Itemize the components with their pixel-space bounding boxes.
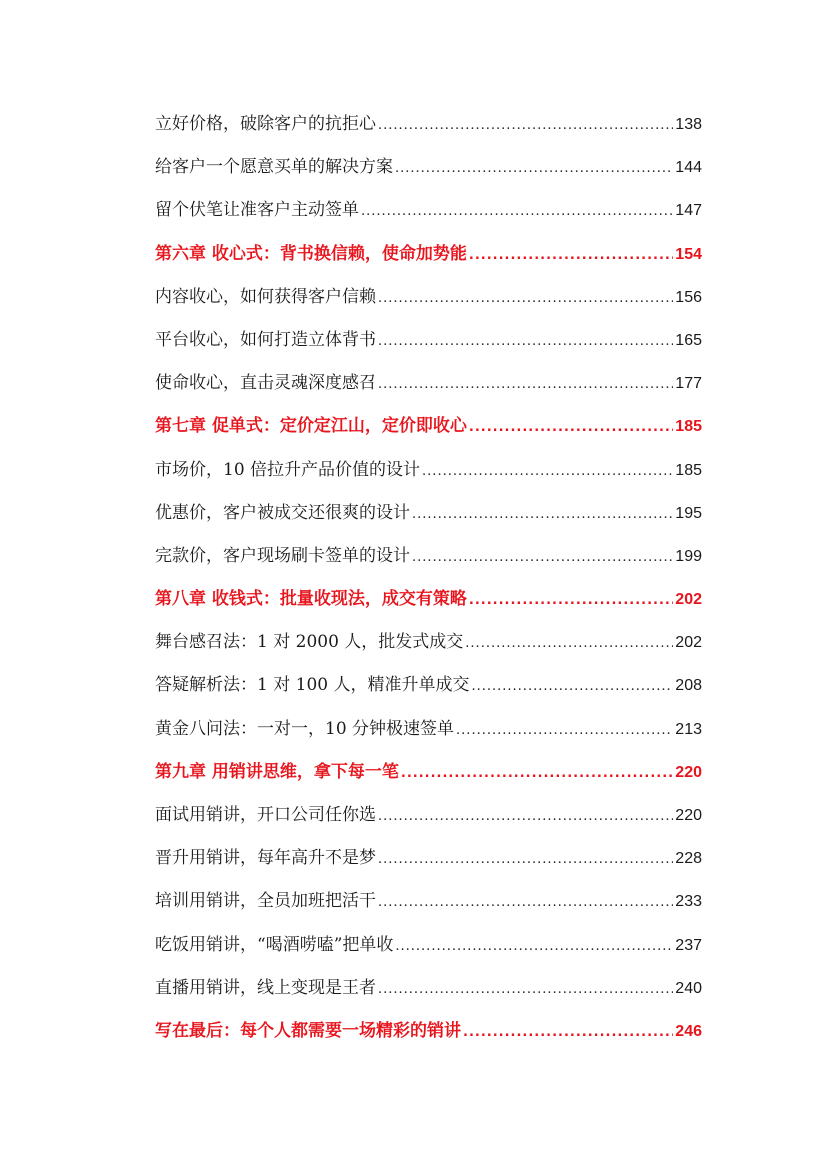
toc-entry[interactable]	[155, 362, 702, 405]
toc-entry-title: 舞台感召法：1 对 2000 人，批发式成交	[155, 632, 464, 653]
toc-entry-title: 面试用销讲，开口公司任你选	[155, 805, 376, 825]
toc-page-number: 237	[675, 936, 702, 954]
toc-entry[interactable]	[155, 103, 702, 146]
toc-page-number: 138	[675, 116, 702, 133]
toc-entry-title: 优惠价，客户被成交还很爽的设计	[155, 502, 410, 523]
toc-entry-title: 直播用销讲，线上变现是王者	[155, 977, 376, 998]
toc-dot-leader	[395, 147, 673, 190]
toc-entry[interactable]	[155, 664, 702, 707]
toc-entry-title: 给客户一个愿意买单的解决方案	[155, 157, 393, 178]
toc-dot-leader	[469, 406, 673, 449]
toc-chapter-heading[interactable]	[155, 405, 702, 448]
toc-dot-leader	[378, 795, 673, 838]
toc-chapter-heading[interactable]	[155, 751, 702, 794]
toc-entry-title: 使命收心，直击灵魂深度感召	[155, 373, 376, 394]
toc-entry-title: 答疑解析法：1 对 100 人，精准升单成交	[155, 675, 470, 696]
toc-entry[interactable]	[155, 319, 702, 362]
toc-page-number: 185	[675, 461, 702, 479]
toc-entry[interactable]	[155, 276, 702, 319]
toc-entry-title: 完款价，客户现场刷卡签单的设计	[155, 545, 410, 566]
toc-entry-title: 晋升用销讲，每年高升不是梦	[155, 848, 376, 869]
toc-entry[interactable]	[155, 924, 702, 967]
toc-page-number: 154	[675, 245, 702, 263]
toc-page-number: 233	[675, 893, 702, 911]
toc-page-number: 213	[675, 720, 702, 738]
toc-dot-leader	[463, 1011, 673, 1054]
toc-entry-title: 第七章 促单式：定价定江山，定价即收心	[155, 416, 467, 437]
toc-dot-leader	[412, 493, 673, 536]
toc-entry-title: 写在最后：每个人都需要一场精彩的销讲	[155, 1020, 461, 1041]
toc-page-number: 220	[675, 807, 702, 824]
toc-entry[interactable]	[155, 449, 702, 492]
toc-page-number: 240	[675, 979, 702, 997]
toc-dot-leader	[361, 190, 673, 233]
toc-entry-title: 第六章 收心式：背书换信赖，使命加势能	[155, 243, 467, 264]
toc-entry[interactable]	[155, 189, 702, 232]
toc-dot-leader	[395, 925, 673, 968]
toc-dot-leader	[469, 234, 673, 277]
toc-page-number: 185	[675, 418, 702, 436]
toc-page-number: 156	[675, 288, 702, 306]
toc-dot-leader	[378, 881, 673, 924]
toc-dot-leader	[471, 665, 673, 708]
toc-dot-leader	[401, 752, 673, 795]
toc-dot-leader	[378, 363, 673, 406]
toc-entry-title: 第八章 收钱式：批量收现法，成交有策略	[155, 589, 467, 610]
toc-dot-leader	[422, 450, 673, 493]
toc-entry[interactable]	[155, 708, 702, 751]
toc-chapter-heading[interactable]	[155, 578, 702, 621]
toc-dot-leader	[378, 104, 673, 147]
toc-entry[interactable]	[155, 794, 702, 837]
toc-dot-leader	[378, 277, 673, 320]
toc-entry-title: 内容收心，如何获得客户信赖	[155, 286, 376, 307]
toc-dot-leader	[378, 968, 673, 1011]
toc-chapter-heading[interactable]	[155, 1010, 702, 1053]
toc-entry[interactable]	[155, 535, 702, 578]
toc-page-number: 202	[675, 634, 702, 652]
toc-page-number: 202	[675, 591, 702, 609]
toc-dot-leader	[456, 709, 673, 752]
toc-dot-leader	[378, 838, 673, 881]
toc-page-number: 195	[675, 504, 702, 522]
toc-entry-title: 黄金八问法：一对一，10 分钟极速签单	[155, 718, 455, 739]
toc-entry[interactable]	[155, 880, 702, 923]
toc-page-number: 147	[675, 202, 702, 220]
toc-page-number: 144	[675, 159, 702, 177]
toc-dot-leader	[465, 622, 673, 665]
toc-page-number: 199	[675, 547, 702, 565]
toc-chapter-heading[interactable]	[155, 233, 702, 276]
toc-entry[interactable]	[155, 621, 702, 664]
toc-dot-leader	[412, 536, 673, 579]
toc-page-number: 208	[675, 677, 702, 695]
table-of-contents	[155, 103, 702, 1053]
toc-page-number: 177	[675, 375, 702, 393]
toc-entry[interactable]	[155, 837, 702, 880]
toc-page-number: 246	[675, 1022, 702, 1040]
toc-entry-title: 平台收心，如何打造立体背书	[155, 329, 376, 350]
toc-dot-leader	[469, 579, 673, 622]
toc-entry-title: 立好价格，破除客户的抗拒心	[155, 114, 376, 134]
toc-entry-title: 培训用销讲，全员加班把活干	[155, 891, 376, 912]
toc-entry-title: 留个伏笔让准客户主动签单	[155, 200, 359, 221]
toc-dot-leader	[378, 320, 673, 363]
toc-entry-title: 市场价，10 倍拉升产品价值的设计	[155, 459, 421, 480]
toc-entry[interactable]	[155, 967, 702, 1010]
toc-entry-title: 第九章 用销讲思维，拿下每一笔	[155, 761, 399, 782]
toc-entry-title: 吃饭用销讲，“喝酒唠嗑”把单收	[155, 934, 394, 955]
toc-page-number: 228	[675, 850, 702, 868]
toc-page-number: 220	[675, 763, 702, 781]
toc-entry[interactable]	[155, 492, 702, 535]
toc-page-number: 165	[675, 331, 702, 349]
toc-entry[interactable]	[155, 146, 702, 189]
